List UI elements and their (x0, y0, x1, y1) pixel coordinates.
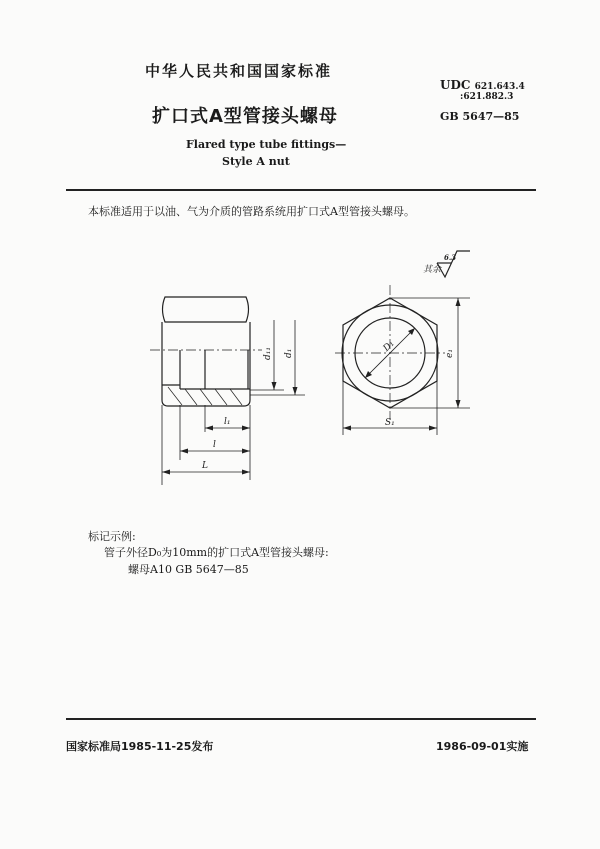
roughness-label: 其余 (423, 265, 442, 275)
nut-side-view (150, 297, 262, 406)
issue-date: 国家标准局1985-11-25发布 (66, 740, 214, 753)
label-d11: d₁₁ (263, 347, 273, 360)
side-dimensions (162, 320, 305, 485)
example-marking: 螺母A10 GB 5647—85 (128, 563, 249, 576)
label-d1: d₁ (284, 348, 294, 358)
udc-label: UDC (440, 78, 471, 92)
label-e1: e₁ (445, 349, 455, 358)
example-heading: 标记示例: (88, 530, 136, 543)
roughness-value: 6.3 (444, 253, 457, 262)
label-l1: l₁ (224, 417, 231, 427)
arrowheads (162, 298, 461, 475)
national-standard-heading: 中华人民共和国国家标准 (145, 62, 333, 80)
document-title-en-1: Flared type tube fittings— (186, 138, 347, 151)
document-title-en-2: Style A nut (222, 155, 290, 168)
label-D1: D₁ (381, 339, 397, 354)
example-description: 管子外径D₀为10mm的扩口式A型管接头螺母: (104, 546, 329, 559)
document-title-cn: 扩口式A型管接头螺母 (152, 106, 338, 127)
scope-text: 本标准适用于以油、气为介质的管路系统用扩口式A型管接头螺母。 (88, 205, 415, 218)
udc-line-2: :621.882.3 (460, 92, 514, 102)
footer-divider (66, 718, 536, 720)
label-L: L (202, 461, 208, 471)
label-S1: S₁ (385, 418, 395, 428)
effective-date: 1986-09-01实施 (436, 740, 529, 753)
udc-line-1: 621.643.4 (474, 82, 525, 92)
label-l: l (213, 440, 216, 450)
front-dimensions (343, 298, 470, 435)
nut-front-view (335, 285, 445, 420)
gb-number: GB 5647—85 (440, 110, 520, 123)
